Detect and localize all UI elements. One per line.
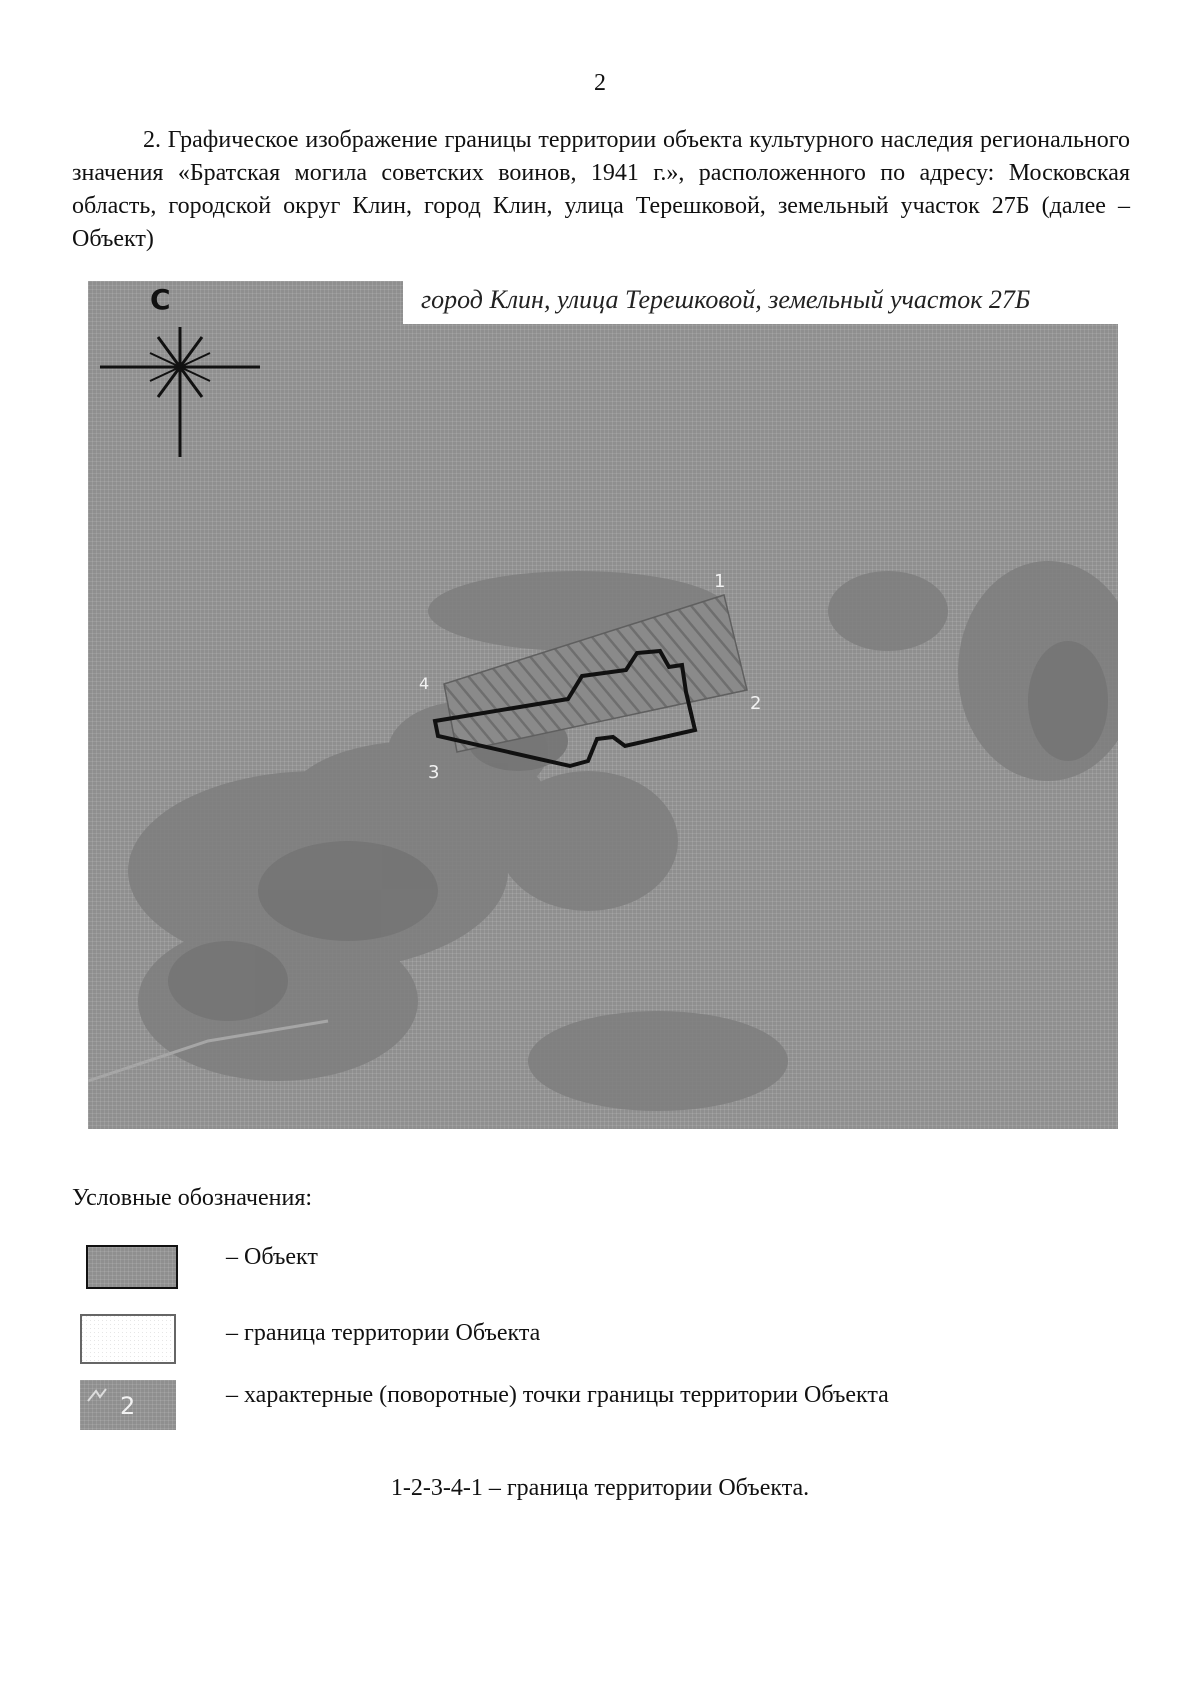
intro-paragraph: 2. Графическое изображение границы территории объекта культурного наследия регионального значения «Братская могила советских воинов, 1941 г.», расположенного по адресу: Московская область, городской округ Клин, город Клин, улица Терешковой, земельный участок 27Б (далее – Объект)	[72, 127, 1130, 252]
legend-swatch-boundary	[80, 1314, 176, 1364]
map-caption: город Клин, улица Терешковой, земельный участок 27Б	[403, 281, 1118, 324]
compass-north-label: С	[150, 283, 171, 316]
boundary-point-1: 1	[714, 571, 726, 592]
legend-sample-point-label: 2	[120, 1392, 136, 1420]
boundary-point-4: 4	[419, 674, 430, 693]
legend-text-object: – Объект	[226, 1244, 318, 1270]
page-number: 2	[594, 70, 606, 96]
footer-note: 1-2-3-4-1 – граница территории Объекта.	[390, 1475, 810, 1501]
compass-rose	[100, 327, 260, 457]
legend-title: Условные обозначения:	[72, 1185, 313, 1211]
map-drawing	[88, 281, 1118, 1129]
legend-text-points: – характерные (поворотные) точки границы территории Объекта	[226, 1382, 889, 1408]
legend-swatch-object	[86, 1245, 178, 1289]
boundary-point-2: 2	[750, 693, 762, 714]
legend-swatch-points	[80, 1380, 176, 1430]
point-marker-icon	[86, 1385, 110, 1405]
boundary-point-3: 3	[428, 762, 440, 783]
map-image	[88, 281, 1118, 1129]
legend-text-boundary: – граница территории Объекта	[226, 1320, 541, 1346]
